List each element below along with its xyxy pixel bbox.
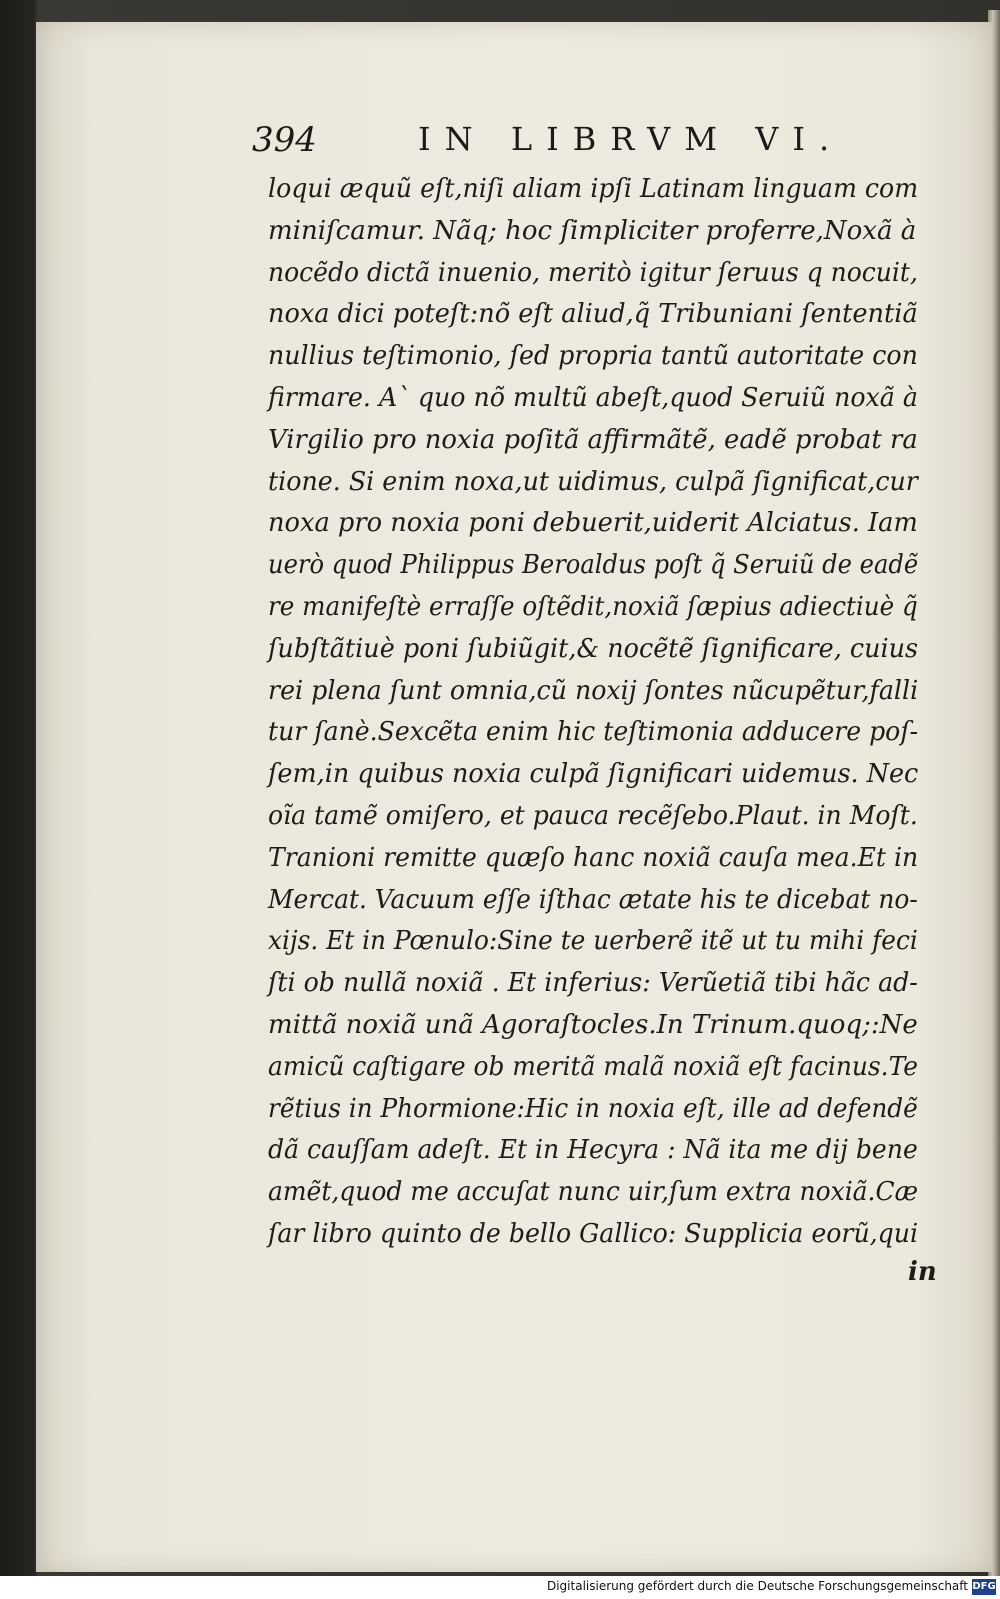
text-line: loqui æquũ eſt,niſi aliam ipſi Latinam linguam com	[268, 174, 919, 204]
text-line: re manifeſtè erraſſe oſtẽdit,noxiã ſæpius adiectiuè q̃	[268, 591, 918, 622]
running-head: IN LIBRVM VI.	[418, 120, 844, 158]
text-line: xijs. Et in Pœnulo:Sine te uerberẽ itẽ ut tu mihi feci	[268, 926, 918, 957]
text-line: ſem,in quibus noxia culpã ſignificari uidemus. Nec	[268, 759, 919, 790]
page-number: 394	[252, 120, 317, 160]
text-line: uerò quod Philippus Beroaldus poſt q̃ Seruiũ de eadẽ	[268, 550, 919, 581]
text-line: Virgilio pro noxia poſitã affirmãtẽ, eadẽ probat ra	[268, 424, 918, 455]
text-line: tur ſanè.Sexcẽta enim hic teſtimonia adducere poſ-	[268, 717, 919, 748]
page-header	[252, 120, 942, 166]
text-line: miniſcamur. Nãq; hoc ſimpliciter proferre,Noxã à	[268, 215, 917, 246]
text-line: rẽtius in Phormione:Hic in noxia eſt, ille ad defendẽ	[268, 1093, 918, 1124]
text-line: mittã noxiã unã Agoraſtocles.In Trinum.quoq;:Ne	[268, 1009, 918, 1040]
text-line: nullius teſtimonio, ſed propria tantũ autoritate con	[268, 341, 918, 372]
body-text	[268, 169, 958, 1256]
text-line: noxa pro noxia poni debuerit,uiderit Alciatus. Iam	[268, 508, 918, 539]
footer-bar	[0, 1576, 1000, 1599]
text-line: ſubſtãtiuè poni ſubiũgit,& nocẽtẽ ſignificare, cuius	[268, 633, 919, 664]
text-line: amicũ caſtigare ob meritã malã noxiã eſt facinus.Te	[268, 1051, 918, 1082]
text-line: amẽt,quod me accuſat nunc uir,ſum extra noxiã.Cæ	[268, 1177, 919, 1208]
text-line: Mercat. Vacuum eſſe iſthac ætate his te dicebat no-	[268, 884, 918, 915]
text-line: nocẽdo dictã inuenio, meritò igitur ſeruus q nocuit,	[268, 257, 918, 288]
dfg-logo: DFG	[972, 1579, 996, 1595]
text-line: oĩa tamẽ omiſero, et pauca recẽſebo.Plaut. in Moſt.	[268, 800, 918, 831]
text-line: tione. Si enim noxa,ut uidimus, culpã ſignificat,cur	[268, 466, 918, 497]
text-line: noxa dici poteſt:nõ eſt aliud,q̃ Tribuniani ſententiã	[268, 299, 918, 330]
text-line: Tranioni remitte quæſo hanc noxiã cauſa mea.Et in	[268, 842, 919, 873]
footer-credit: Digitalisierung gefördert durch die Deutsche Forschungsgemeinschaft	[546, 1579, 968, 1593]
text-line: firmare. A` quo nõ multũ abeſt,quod Seruiũ noxã à	[268, 382, 918, 413]
text-line: ſti ob nullã noxiã . Et inferius: Verũetiã tibi hãc ad-	[268, 968, 918, 999]
text-line: ſar libro quinto de bello Gallico: Supplicia eorũ,qui	[268, 1218, 919, 1249]
text-line: rei plena ſunt omnia,cũ noxij ſontes nũcupẽtur,falli	[268, 675, 919, 706]
catchword: in	[908, 1257, 937, 1287]
text-line: dã cauſſam adeſt. Et in Hecyra : Nã ita me dij bene	[268, 1135, 918, 1166]
